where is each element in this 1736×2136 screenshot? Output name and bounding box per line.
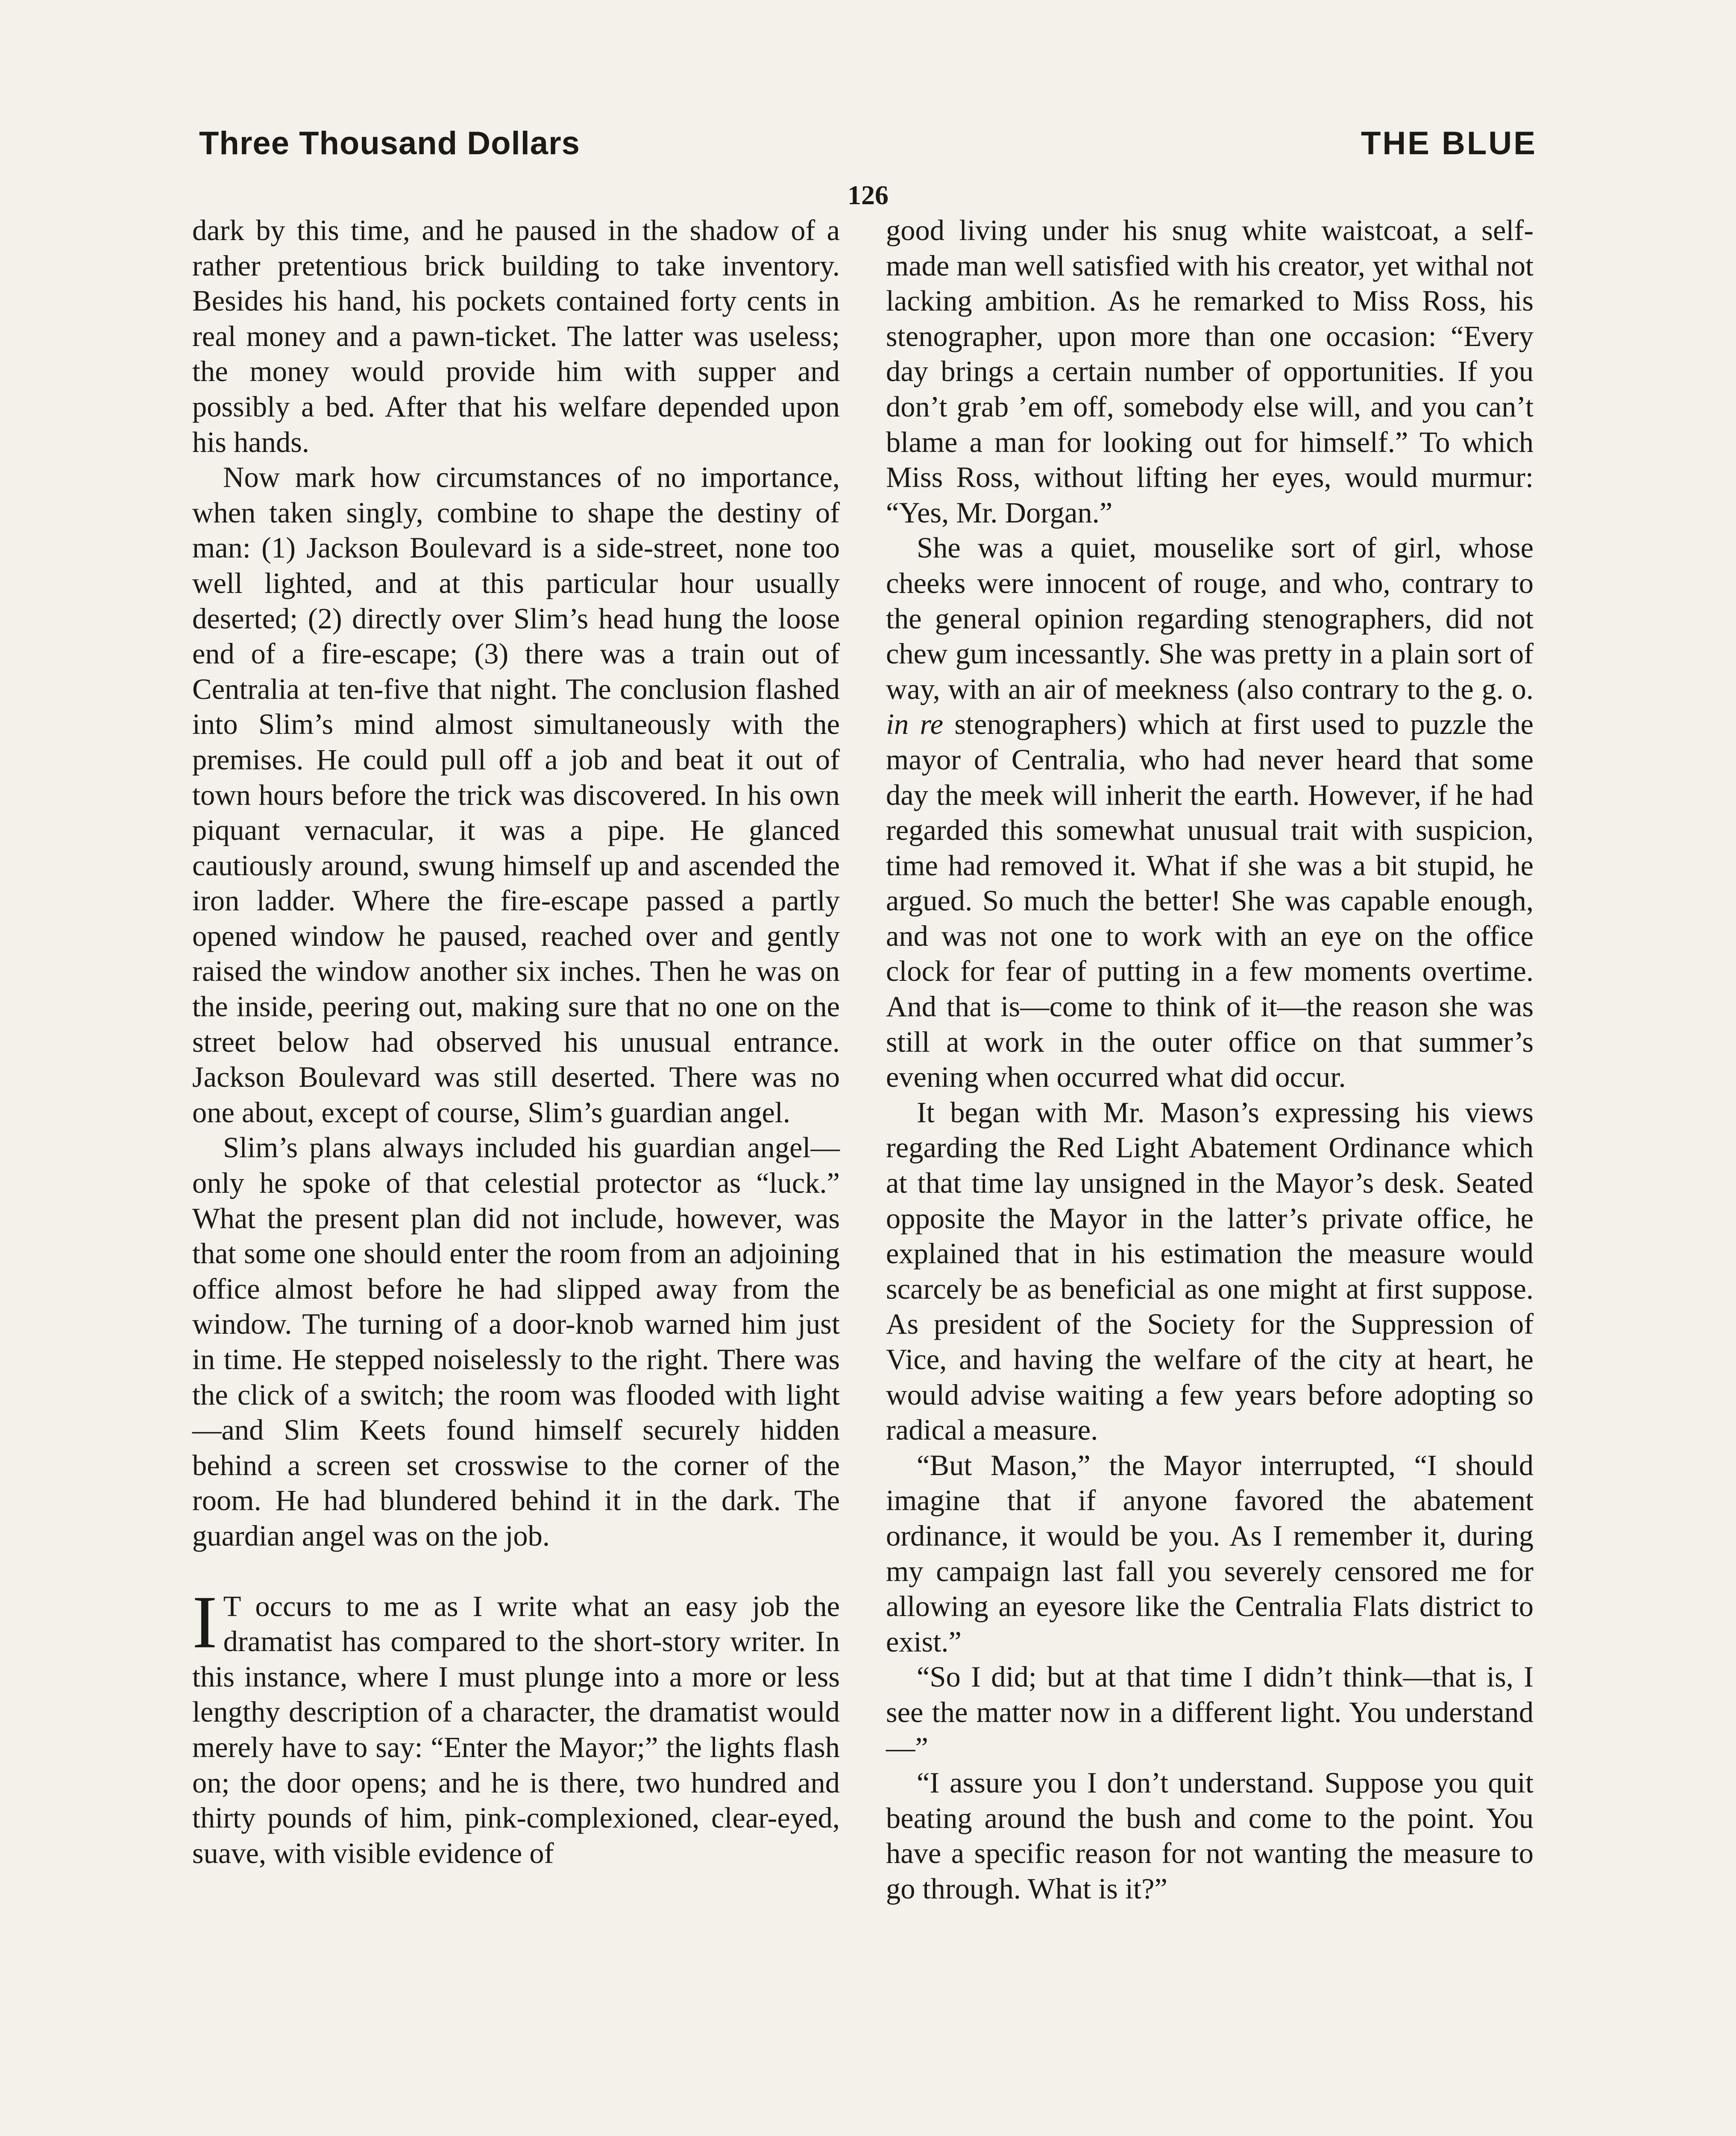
running-header — [199, 125, 1537, 176]
drop-cap: I — [192, 1580, 217, 1664]
left-column — [192, 213, 840, 1871]
paragraph — [886, 530, 1534, 1095]
paragraph: “So I did; but at that time I didn’t think—that is, I see the matter now in a different light. You understand—” — [886, 1661, 1534, 1764]
page-number: 126 — [847, 180, 889, 210]
paragraph: good living under his snug white waistcoat, a self-made man well satisfied with his creator, yet withal not lacking ambition. As he remarked to Miss Ross, his stenographer, upon more than one occasion: “Every day brings a certain number of opportunities. If you don’t grab ’em off, somebody else will, and you can’t blame a man for looking out for himself.” To which Miss Ross, without lifting her eyes, would murmur: “Yes, Mr. Dorgan.” — [886, 214, 1534, 529]
paragraph: Slim’s plans always included his guardian angel—only he spoke of that celestial protector as “luck.” What the present plan did not include, however, was that some one should enter the room from an adjoining office almost before he had slipped away from the window. The turning of a door-knob warned him just in time. He stepped noiselessly to the right. There was the click of a switch; the room was flooded with light—and Slim Keets found himself securely hidden behind a screen set crosswise to the corner of the room. He had blundered behind it in the dark. The guardian angel was on the job. — [192, 1131, 840, 1552]
italic-text: in re — [886, 708, 944, 741]
paragraph-text: She was a quiet, mouselike sort of girl, whose cheeks were innocent of rouge, and who, contrary to the general opinion regarding stenographers, did not chew gum incessantly. She was pretty in a plain sort of way, with an air of meekness (also contrary to the g. o. — [886, 531, 1534, 705]
paragraph-dropcap — [192, 1580, 840, 1871]
paragraph: Now mark how circumstances of no importance, when taken singly, combine to shape the destiny of man: (1) Jackson Boulevard is a side-street, none too well lighted, and at this particular hour usually deserted; (2) directly over Slim’s head hung the loose end of a fire-escape; (3) there was a train out of Centralia at ten-five that night. The conclusion flashed into Slim’s mind almost simultaneously with the premises. He could pull off a job and beat it out of town hours before the trick was discovered. In his own piquant vernacular, it was a pipe. He glanced cautiously around, swung himself up and ascended the iron ladder. Where the fire-escape passed a partly opened window he paused, reached over and gently raised the window another six inches. Then he was on the inside, peering out, making sure that no one on the street below had observed his unusual entrance. Jackson Boulevard was still deserted. There was no one about, except of course, Slim’s guardian angel. — [192, 461, 840, 1129]
magazine-title: THE BLUE — [1361, 125, 1537, 161]
paragraph: It began with Mr. Mason’s expressing his views regarding the Red Light Abatement Ordinance which at that time lay unsigned in the Mayor’s desk. Seated opposite the Mayor in the latter’s private office, he explained that in his estimation the measure would scarcely be as beneficial as one might at first suppose. As president of the Society for the Suppression of Vice, and having the welfare of the city at heart, he would advise waiting a few years before adopting so radical a measure. — [886, 1096, 1534, 1446]
section-break — [192, 1554, 840, 1589]
paragraph: dark by this time, and he paused in the shadow of a rather pretentious brick building to take inventory. Besides his hand, his pockets contained forty cents in real money and a pawn-ticket. The latter was useless; the money would provide him with supper and possibly a bed. After that his welfare depended upon his hands. — [192, 214, 840, 458]
paragraph: “I assure you I don’t understand. Suppose you quit beating around the bush and come to the point. You have a specific reason for not wanting the measure to go through. What is it?” — [886, 1766, 1534, 1905]
paragraph-text: T occurs to me as I write what an easy job the dramatist has compared to the short-story writer. In this instance, where I must plunge into a more or less lengthy description of a character, the dramatist would merely have to say: “Enter the Mayor;” the lights flash on; the door opens; and he is there, two hundred and thirty pounds of him, pink-complexioned, clear-eyed, suave, with visible evidence of — [192, 1590, 840, 1869]
paragraph-text: stenographers) which at first used to puzzle the mayor of Centralia, who had never heard that some day the meek will inherit the earth. However, if he had regarded this somewhat unusual trait with suspicion, time had removed it. What if she was a bit stupid, he argued. So much the better! She was capable enough, and was not one to work with an eye on the office clock for fear of putting in a few moments overtime. And that is—come to think of it—the reason she was still at work in the outer office on that summer’s evening when occurred what did occur. — [886, 708, 1534, 1094]
right-column — [886, 213, 1534, 1907]
story-title: Three Thousand Dollars — [199, 125, 580, 161]
paragraph: “But Mason,” the Mayor interrupted, “I should imagine that if anyone favored the abatement ordinance, it would be you. As I remember it, during my campaign last fall you severely censored me for allowing an eyesore like the Centralia Flats district to exist.” — [886, 1449, 1534, 1658]
